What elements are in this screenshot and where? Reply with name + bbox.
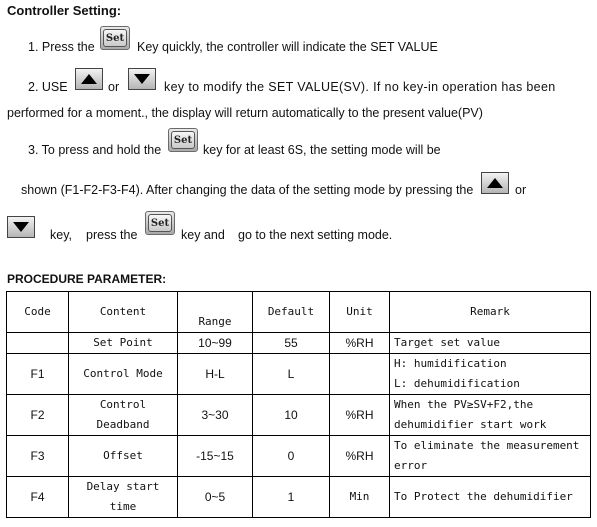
down-arrow-key-icon [7,216,35,238]
cell-content: Control Deadband [69,395,178,436]
down-arrow-key-icon [128,68,156,90]
cell-code [7,333,69,354]
step2-use: 2. USE [28,80,68,94]
table-row [7,477,591,518]
up-arrow-key-icon [75,68,103,90]
step3-text-before: 3. To press and hold the [28,143,162,157]
cell-range: -15~15 [178,436,253,477]
header-range: Range [178,292,253,333]
cell-remark-line1: H: humidification [394,357,507,370]
cell-content: Delay start time [69,477,178,518]
cell-remark-line2: dehumidifier start work [394,418,547,431]
header-content: Content [69,292,178,333]
cell-default: L [253,354,330,395]
cell-remark-line2: L: dehumidification [394,377,520,390]
cell-code: F4 [7,477,69,518]
up-arrow-key-icon [481,172,509,194]
set-key-icon [168,128,198,152]
cell-content: Set Point [69,333,178,354]
cell-range: 0~5 [178,477,253,518]
cell-remark [390,333,591,354]
cell-range: 3~30 [178,395,253,436]
cell-default: 55 [253,333,330,354]
parameter-table [6,291,591,518]
header-code: Code [7,292,69,333]
step3-text-after: key for at least 6S, the setting mode will be [203,143,441,157]
section-heading: Controller Setting: [7,3,122,18]
table-row [7,354,591,395]
cell-unit: %RH [330,436,390,477]
cell-unit: Min [330,477,390,518]
step2-or: or [108,80,120,94]
cell-default: 0 [253,436,330,477]
cell-remark [390,436,591,477]
step3-key-and: key and [181,228,225,242]
cell-code: F3 [7,436,69,477]
table-header-row [7,292,591,333]
cell-default: 1 [253,477,330,518]
cell-range: 10~99 [178,333,253,354]
step2-line2: performed for a moment., the display will return automatically to the present value(PV) [7,106,483,120]
header-default: Default [253,292,330,333]
set-key-label: Set [103,29,127,47]
cell-code: F1 [7,354,69,395]
cell-range: H-L [178,354,253,395]
step1-text-before: 1. Press the [28,40,95,54]
set-key-label: Set [148,214,172,232]
set-key-label: Set [171,131,195,149]
step3-or: or [515,183,527,197]
cell-remark-line1: When the PV≥SV+F2,the [394,398,534,411]
cell-content: Control Mode [69,354,178,395]
step3-key-comma: key, [50,228,72,242]
set-key-icon [100,26,130,50]
cell-code: F2 [7,395,69,436]
table-row [7,436,591,477]
step2-line1: key to modify the SET VALUE(SV). If no key-in operation has been [164,80,556,94]
header-unit: Unit [330,292,390,333]
cell-remark-line1: To Protect the dehumidifier [394,490,573,503]
cell-remark [390,354,591,395]
table-row [7,333,591,354]
step3-goto-next: go to the next setting mode. [238,228,393,242]
cell-unit [330,354,390,395]
procedure-title: PROCEDURE PARAMETER: [7,272,167,286]
step3-line2: shown (F1-F2-F3-F4). After changing the data of the setting mode by pressing the [21,183,474,197]
cell-remark-line1: To eliminate the measurement [394,439,580,452]
cell-unit: %RH [330,395,390,436]
step3-press-the: press the [86,228,138,242]
step1-text-after: Key quickly, the controller will indicate the SET VALUE [137,40,438,54]
cell-unit: %RH [330,333,390,354]
set-key-icon [145,211,175,235]
header-remark: Remark [390,292,591,333]
cell-content: Offset [69,436,178,477]
cell-remark-line1: Target set value [394,336,500,349]
cell-default: 10 [253,395,330,436]
cell-remark-line2: error [394,459,428,472]
cell-remark [390,395,591,436]
table-row [7,395,591,436]
cell-remark [390,477,591,518]
